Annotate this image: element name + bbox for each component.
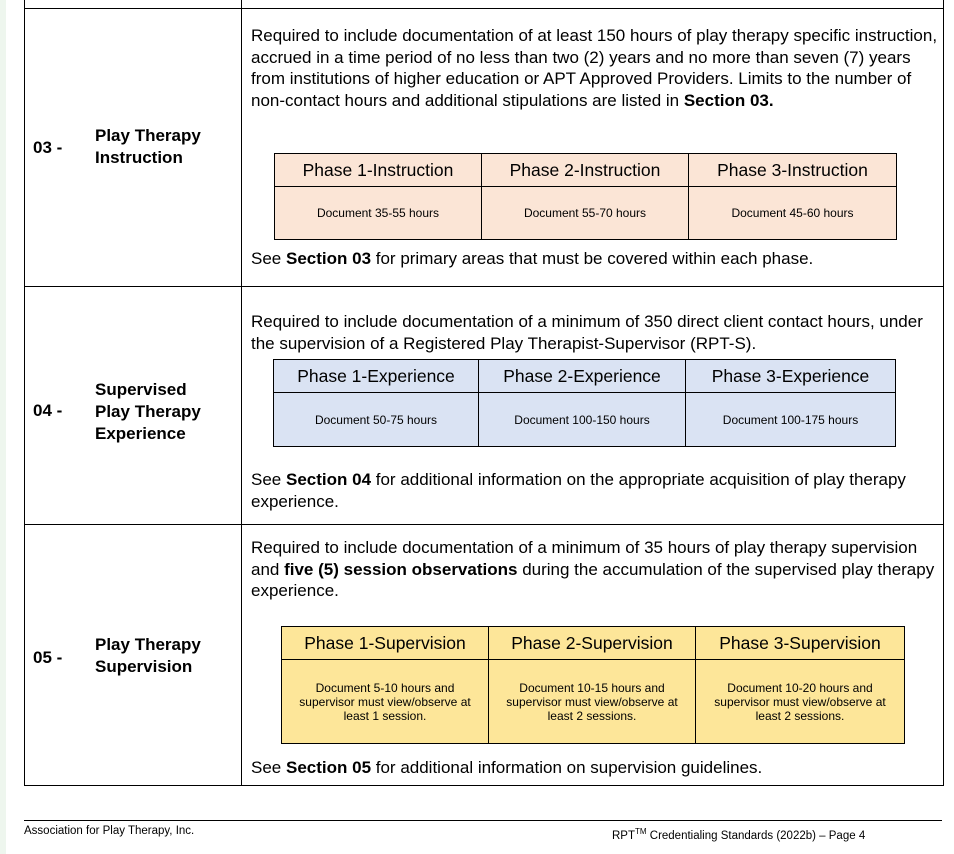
section-04-title-line: Play Therapy xyxy=(95,402,201,421)
section-05-title xyxy=(95,634,201,678)
row-divider xyxy=(25,524,943,525)
phase-header: Phase 3-Supervision xyxy=(696,627,905,660)
section-04-note xyxy=(251,469,941,512)
section-05-intro xyxy=(251,537,941,602)
section-03-title-line: Instruction xyxy=(95,148,183,167)
supervision-phase-table xyxy=(281,626,905,744)
standards-table xyxy=(24,0,944,786)
phase-header: Phase 3-Experience xyxy=(686,360,896,393)
phase-hours: Document 10-15 hours and supervisor must view/observe at least 2 sessions. xyxy=(489,660,696,744)
section-04-title xyxy=(95,379,201,445)
phase-hours: Document 45-60 hours xyxy=(689,187,897,240)
intro-text-after: during the accumulation of the supervised play therapy experience. xyxy=(251,559,935,600)
note-text-after: for primary areas that must be covered within each phase. xyxy=(371,249,814,268)
footer-rule xyxy=(24,820,942,821)
intro-text: Required to include documentation of a minimum of 35 hours of play therapy supervision and xyxy=(251,538,918,579)
note-text-after: for additional information on the appropriate acquisition of play therapy experience. xyxy=(251,470,906,511)
section-04-intro xyxy=(251,311,941,354)
phase-header: Phase 2-Experience xyxy=(479,360,686,393)
section-05-note xyxy=(251,757,941,779)
section-03-intro xyxy=(251,25,941,111)
footer-page-info xyxy=(612,827,865,842)
page-edge-stripe xyxy=(0,0,6,854)
phase-header: Phase 1-Supervision xyxy=(282,627,489,660)
phase-header: Phase 2-Supervision xyxy=(489,627,696,660)
phase-header: Phase 3-Instruction xyxy=(689,154,897,187)
row-divider xyxy=(25,8,943,9)
intro-text: Required to include documentation of a minimum of 350 direct client contact hours, under the supervision of a Registered Play Therapist-Supervisor (RPT-S). xyxy=(251,312,923,353)
footer-trademark: TM xyxy=(635,827,647,836)
phase-hours: Document 35-55 hours xyxy=(275,187,482,240)
phase-hours: Document 50-75 hours xyxy=(274,393,479,447)
column-divider xyxy=(241,0,242,786)
footer-organization: Association for Play Therapy, Inc. xyxy=(24,825,195,837)
intro-bold: Section 03. xyxy=(683,90,774,110)
phase-header: Phase 2-Instruction xyxy=(482,154,689,187)
experience-phase-table xyxy=(273,359,896,447)
note-text: See xyxy=(251,470,286,489)
note-section-ref: Section 05 xyxy=(285,758,372,777)
phase-header: Phase 1-Experience xyxy=(274,360,479,393)
section-03-title-line: Play Therapy xyxy=(95,126,201,145)
section-03-number: 03 - xyxy=(33,138,63,157)
note-section-ref: Section 03 xyxy=(285,249,372,268)
section-05-number: 05 - xyxy=(33,648,63,667)
footer-standards-page: Credentialing Standards (2022b) – Page 4 xyxy=(646,829,866,842)
phase-hours: Document 55-70 hours xyxy=(482,187,689,240)
phase-hours: Document 5-10 hours and supervisor must view/observe at least 1 session. xyxy=(282,660,489,744)
section-05-title-line: Supervision xyxy=(95,657,193,676)
section-03-note xyxy=(251,248,941,270)
instruction-phase-table xyxy=(274,153,897,240)
intro-bold: five (5) session observations xyxy=(284,559,518,579)
note-text: See xyxy=(251,249,286,268)
section-04-number: 04 - xyxy=(33,401,63,420)
section-03-title xyxy=(95,125,201,169)
footer-rpt: RPT xyxy=(612,829,635,842)
row-divider xyxy=(25,286,943,287)
phase-hours: Document 100-150 hours xyxy=(479,393,686,447)
section-04-title-line: Experience xyxy=(95,424,186,443)
phase-header: Phase 1-Instruction xyxy=(275,154,482,187)
note-text-after: for additional information on supervision guidelines. xyxy=(371,758,763,777)
intro-text: Required to include documentation of at least 150 hours of play therapy specific instruction, accrued in a time period of no less than two (2) years and no more than seven (7) years from institutions of higher education or APT Approved Providers. Limits to the number of non-contact hours and additional stipulations are listed in xyxy=(251,26,938,110)
note-text: See xyxy=(251,758,286,777)
section-04-title-line: Supervised xyxy=(95,380,187,399)
phase-hours: Document 10-20 hours and supervisor must view/observe at least 2 sessions. xyxy=(696,660,905,744)
section-05-title-line: Play Therapy xyxy=(95,635,201,654)
phase-hours: Document 100-175 hours xyxy=(686,393,896,447)
note-section-ref: Section 04 xyxy=(285,470,372,489)
